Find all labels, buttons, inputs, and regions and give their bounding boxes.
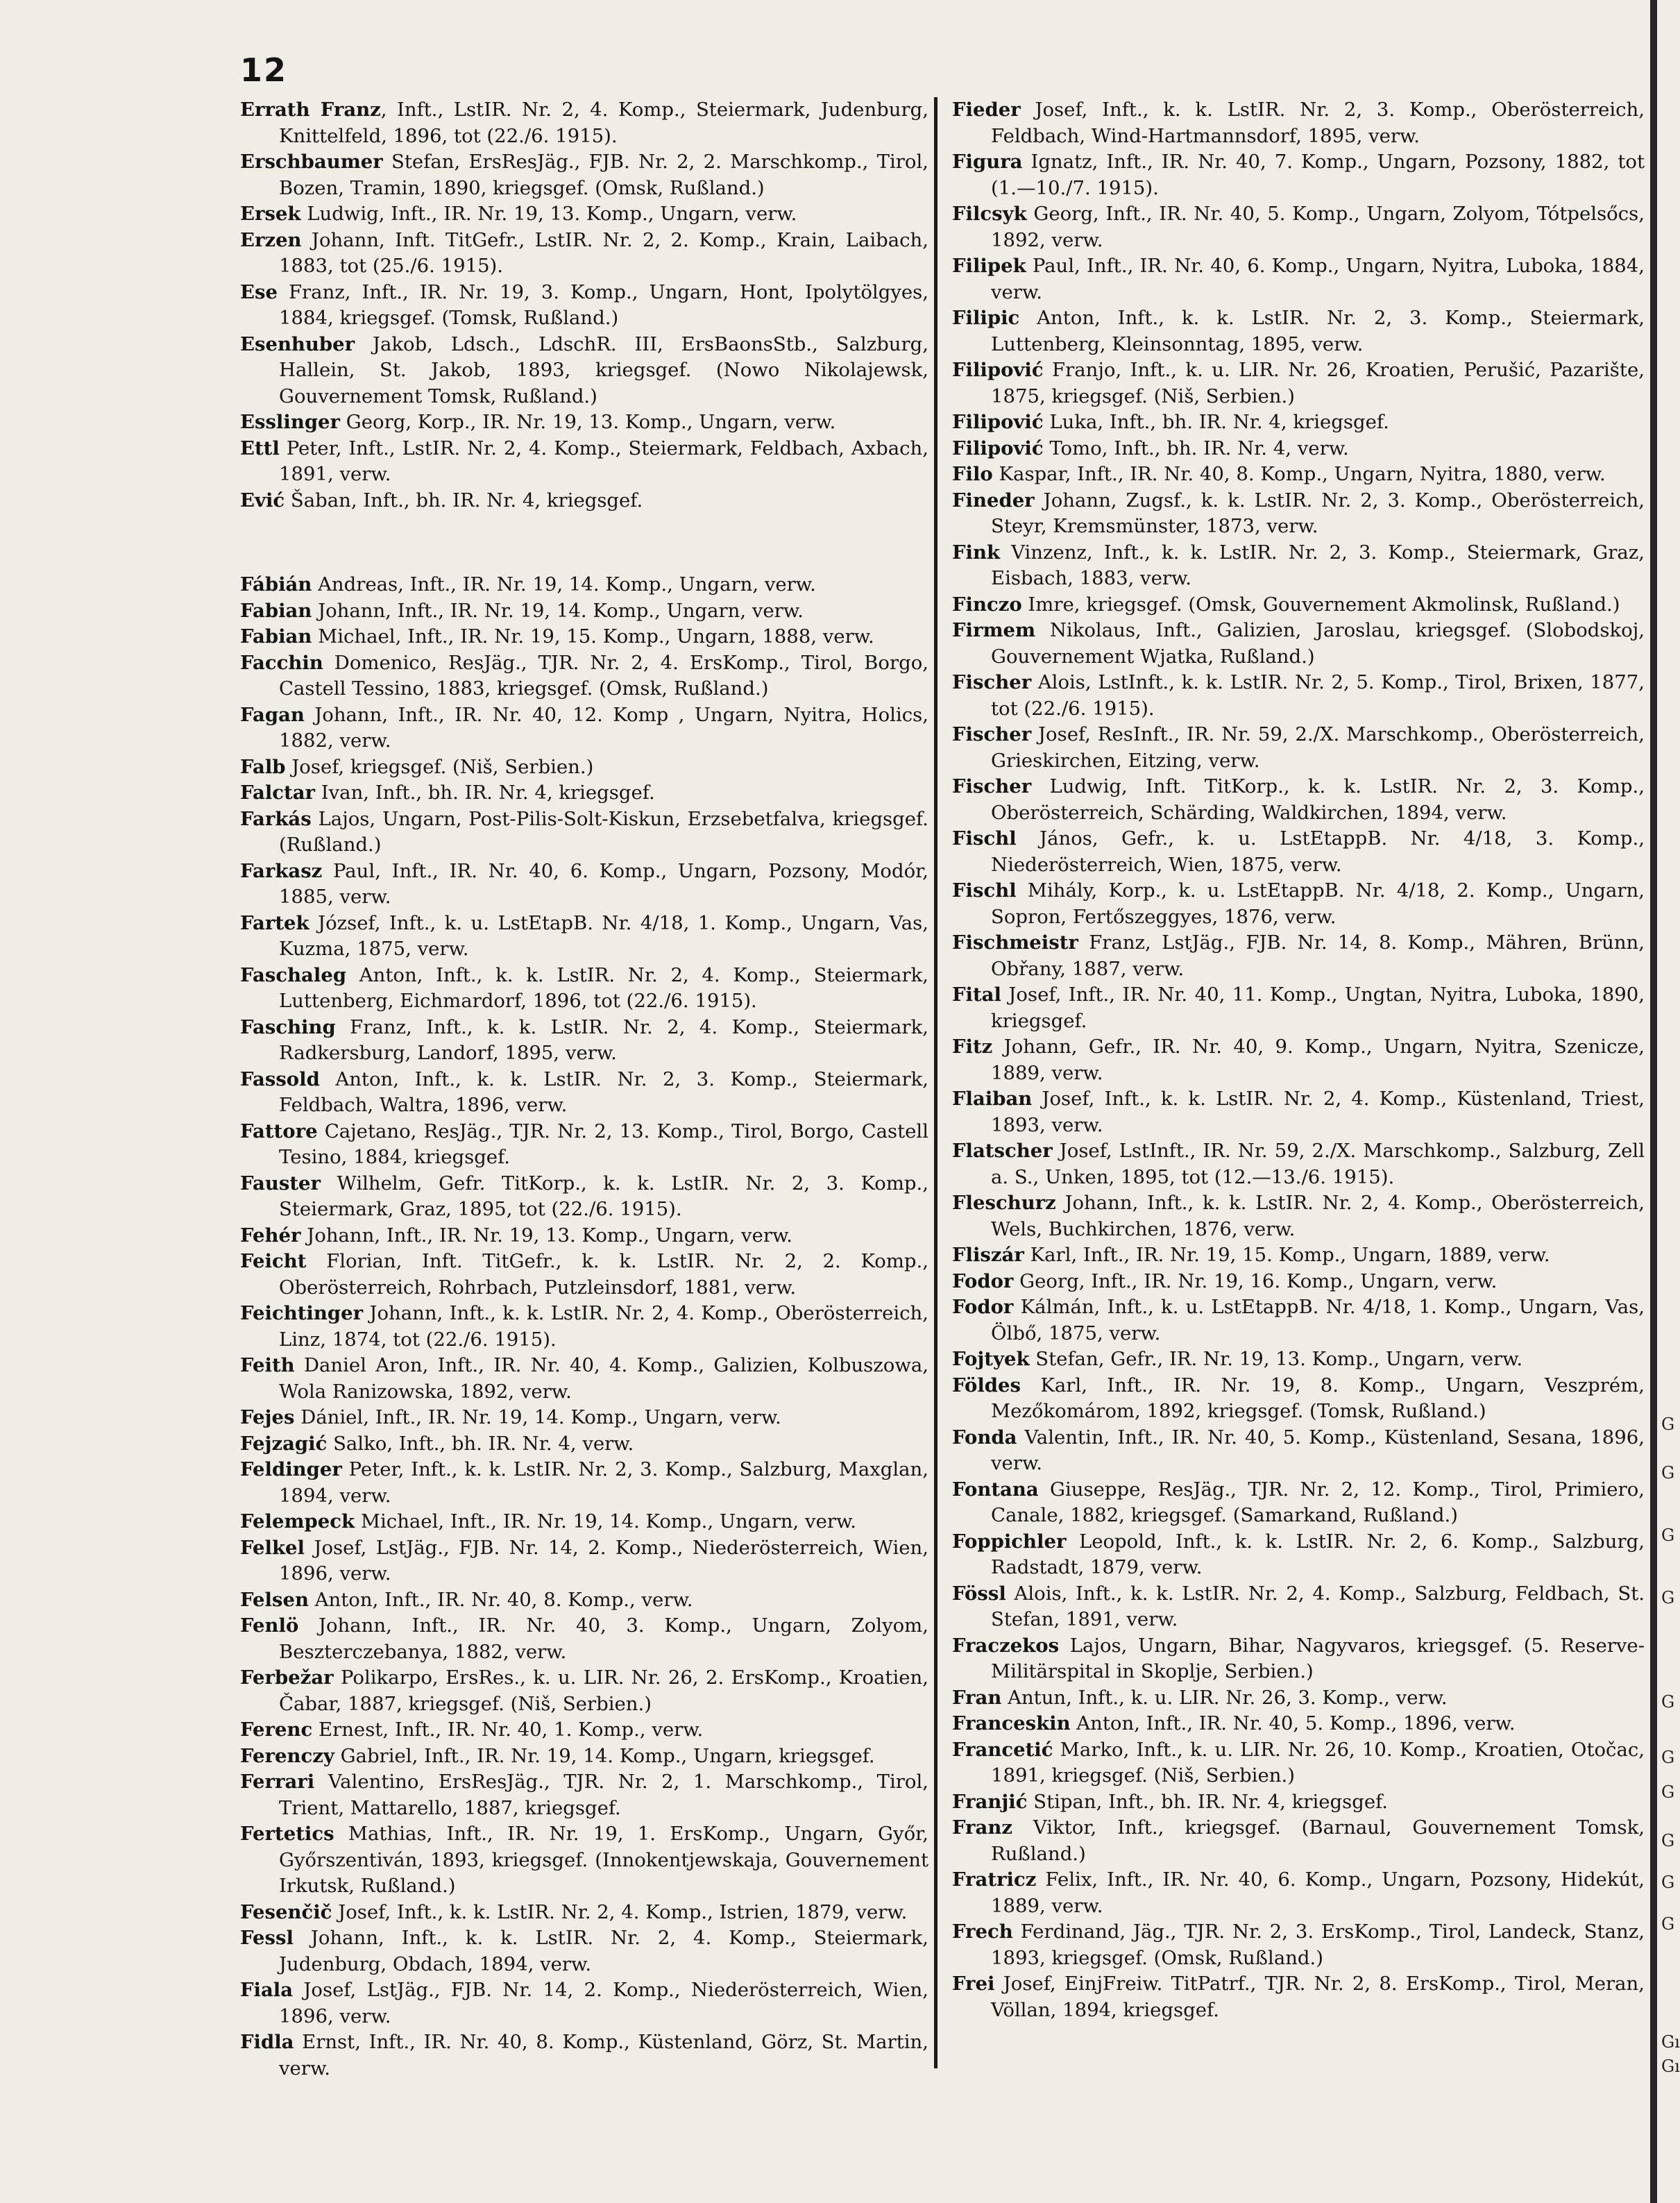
entry-details: Valentin, Inft., IR. Nr. 40, 5. Komp., Küstenland, Sesana, 1896, verw.: [991, 1426, 1645, 1474]
entry-details: Viktor, Inft., kriegsgef. (Barnaul, Gouvernement Tomsk, Rußland.): [991, 1816, 1645, 1865]
entry-surname: Fodor: [952, 1269, 1014, 1292]
register-entry: [952, 1789, 1645, 1816]
entry-details: Johann, Inft., IR. Nr. 19, 13. Komp., Ungarn, verw.: [300, 1224, 793, 1247]
register-entry: [952, 149, 1645, 201]
entry-surname: Fischer: [952, 723, 1032, 745]
register-entry: [240, 1900, 928, 1926]
register-entry: [240, 702, 928, 754]
entry-details: Tomo, Inft., bh. IR. Nr. 4, verw.: [1043, 437, 1349, 459]
entry-details: Valentino, ErsResJäg., TJR. Nr. 2, 1. Marschkomp., Tirol, Trient, Mattarello, 1887, kriegsgef.: [279, 1771, 928, 1819]
register-entry: [240, 1613, 928, 1665]
entry-details: Johann, Inft. TitGefr., LstIR. Nr. 2, 2. Komp., Krain, Laibach, 1883, tot (25./6. 1915).: [279, 228, 928, 277]
entry-details: Mathias, Inft., IR. Nr. 19, 1. ErsKomp., Ungarn, Győr, Győrszentiván, 1893, kriegsgef. (Innokentjewskaja, Gouvernement Irkutsk, Rußland.): [279, 1823, 928, 1897]
entry-surname: Falb: [240, 755, 286, 778]
register-entry: [952, 826, 1645, 878]
entry-surname: Feichtinger: [240, 1302, 364, 1324]
entry-details: Johann, Inft., k. k. LstIR. Nr. 2, 4. Komp., Oberösterreich, Wels, Buchkirchen, 1876, verw.: [991, 1192, 1645, 1240]
register-entry: [240, 1223, 928, 1249]
entry-details: Josef, LstInft., IR. Nr. 59, 2./X. Marschkomp., Salzburg, Zell a. S., Unken, 1895, tot (12.—13./6. 1915).: [991, 1140, 1645, 1188]
entry-surname: Flaiban: [952, 1088, 1033, 1110]
edge-letter: Gı: [1661, 2032, 1680, 2052]
entry-surname: Fasching: [240, 1015, 336, 1038]
entry-surname: Franjić: [952, 1790, 1028, 1813]
entry-surname: Ferbežar: [240, 1666, 334, 1689]
entry-details: Josef, LstJäg., FJB. Nr. 14, 2. Komp., Niederösterreich, Wien, 1896, verw.: [279, 1536, 928, 1585]
entry-surname: Filipović: [952, 411, 1044, 433]
entry-surname: Fojtyek: [952, 1348, 1030, 1370]
entry-surname: Fassold: [240, 1067, 320, 1090]
entry-surname: Fineder: [952, 489, 1035, 512]
entry-surname: Fabian: [240, 625, 312, 648]
entry-surname: Frech: [952, 1921, 1013, 1943]
entry-surname: Fital: [952, 984, 1001, 1006]
register-entry: [952, 1477, 1645, 1529]
entry-surname: Esenhuber: [240, 332, 355, 355]
entry-details: Josef, Inft., IR. Nr. 40, 11. Komp., Ungtan, Nyitra, Luboka, 1890, kriegsgef.: [991, 984, 1645, 1032]
register-entry: [240, 1769, 928, 1821]
entry-surname: Ferrari: [240, 1771, 315, 1793]
entry-details: Johann, Inft., k. k. LstIR. Nr. 2, 4. Komp., Oberösterreich, Linz, 1874, tot (22./6. 1915).: [279, 1302, 928, 1351]
register-entry: [240, 754, 928, 781]
entry-surname: Fliszár: [952, 1244, 1024, 1266]
entry-details: Franz, LstJäg., FJB. Nr. 14, 8. Komp., Mähren, Brünn, Obřany, 1887, verw.: [991, 931, 1645, 980]
entry-surname: Fartek: [240, 911, 309, 934]
letter-section-gap: [240, 514, 928, 572]
entry-surname: Finczo: [952, 593, 1022, 616]
entry-details: Polikarpo, ErsRes., k. u. LIR. Nr. 26, 2. ErsKomp., Kroatien, Čabar, 1887, kriegsgef. (Niš, Serbien.): [279, 1666, 928, 1715]
register-entry: [952, 436, 1645, 462]
entry-surname: Fischer: [952, 671, 1032, 693]
entry-details: Karl, Inft., IR. Nr. 19, 15. Komp., Ungarn, 1889, verw.: [1024, 1244, 1550, 1266]
entry-details: Anton, Inft., k. k. LstIR. Nr. 2, 3. Komp., Steiermark, Luttenberg, Kleinsonntag, 1895, verw.: [991, 307, 1645, 355]
register-entry: [952, 878, 1645, 930]
right-column: [952, 97, 1645, 2023]
entry-details: Luka, Inft., bh. IR. Nr. 4, kriegsgef.: [1043, 411, 1389, 433]
entry-surname: Faschaleg: [240, 963, 347, 986]
entry-surname: Fesenčič: [240, 1900, 332, 1923]
register-entry: [240, 1509, 928, 1535]
register-entry: [240, 1431, 928, 1458]
entry-surname: Feldinger: [240, 1458, 342, 1480]
entry-surname: Erschbaumer: [240, 151, 383, 173]
entry-surname: Fidla: [240, 2031, 294, 2053]
entry-surname: Földes: [952, 1374, 1021, 1396]
register-entry: [240, 1067, 928, 1119]
entry-details: Salko, Inft., bh. IR. Nr. 4, verw.: [327, 1432, 634, 1455]
register-entry: [240, 859, 928, 911]
entry-details: Karl, Inft., IR. Nr. 19, 8. Komp., Ungarn, Veszprém, Mezőkomárom, 1892, kriegsgef. (Tomsk, Rußland.): [991, 1374, 1645, 1422]
entry-surname: Fischmeistr: [952, 931, 1078, 954]
entry-details: Georg, Korp., IR. Nr. 19, 13. Komp., Ungarn, verw.: [340, 411, 836, 433]
edge-letter: G: [1661, 1831, 1675, 1850]
entry-details: Josef, LstJäg., FJB. Nr. 14, 2. Komp., Niederösterreich, Wien, 1896, verw.: [279, 1979, 928, 2027]
register-entry: [240, 572, 928, 598]
entry-surname: Felsen: [240, 1588, 309, 1611]
register-entry: [240, 624, 928, 650]
register-entry: [952, 488, 1645, 540]
entry-surname: Filipek: [952, 255, 1026, 277]
entry-surname: Fink: [952, 541, 1001, 564]
entry-details: Georg, Inft., IR. Nr. 19, 16. Komp., Ungarn, verw.: [1013, 1269, 1497, 1292]
entry-details: Franz, Inft., k. k. LstIR. Nr. 2, 4. Komp., Steiermark, Radkersburg, Landorf, 1895, verw.: [279, 1015, 928, 1064]
entry-surname: Fraczekos: [952, 1634, 1060, 1657]
entry-details: Ivan, Inft., bh. IR. Nr. 4, kriegsgef.: [315, 782, 655, 804]
register-entry: [952, 1034, 1645, 1086]
entry-surname: Fejzagić: [240, 1432, 328, 1455]
entry-surname: Feith: [240, 1354, 295, 1376]
left-column: [240, 97, 928, 2082]
entry-surname: Fitz: [952, 1036, 993, 1058]
entry-details: Anton, Inft., k. k. LstIR. Nr. 2, 3. Komp., Steiermark, Feldbach, Waltra, 1896, verw.: [279, 1067, 928, 1116]
register-entry: [240, 650, 928, 702]
entry-details: Ludwig, Inft., IR. Nr. 19, 13. Komp., Ungarn, verw.: [300, 203, 797, 225]
entry-details: Johann, Inft., IR. Nr. 40, 3. Komp., Ungarn, Zolyom, Beszterczebanya, 1882, verw.: [279, 1614, 928, 1663]
edge-letter: G: [1661, 1526, 1675, 1545]
entry-details: Johann, Inft., k. k. LstIR. Nr. 2, 4. Komp., Steiermark, Judenburg, Obdach, 1894, verw.: [279, 1927, 928, 1975]
register-entry: [240, 1171, 928, 1223]
entry-details: Kálmán, Inft., k. u. LstEtappB. Nr. 4/18, 1. Komp., Ungarn, Vas, Ölbő, 1875, verw.: [991, 1296, 1645, 1344]
register-entry: [240, 1744, 928, 1770]
register-entry: [952, 1919, 1645, 1971]
register-entry: [240, 1405, 928, 1431]
register-entry: [952, 1737, 1645, 1789]
entry-details: Anton, Inft., IR. Nr. 40, 8. Komp., verw.: [308, 1588, 693, 1611]
entry-surname: Francetić: [952, 1738, 1053, 1761]
register-entry: [952, 1529, 1645, 1581]
entry-details: Josef, Inft., k. k. LstIR. Nr. 2, 4. Komp., Küstenland, Triest, 1893, verw.: [991, 1088, 1645, 1136]
entry-surname: Fagan: [240, 703, 305, 726]
entry-details: Giuseppe, ResJäg., TJR. Nr. 2, 12. Komp., Tirol, Primiero, Canale, 1882, kriegsgef. (Samarkand, Rußland.): [991, 1478, 1645, 1526]
register-entry: [240, 807, 928, 859]
entry-details: Peter, Inft., LstIR. Nr. 2, 4. Komp., Steiermark, Feldbach, Axbach, 1891, verw.: [279, 437, 928, 485]
entry-surname: Ević: [240, 489, 285, 512]
page-edge: [1650, 0, 1657, 2203]
register-entry: [952, 410, 1645, 436]
register-entry: [240, 2029, 928, 2082]
entry-surname: Fischl: [952, 879, 1017, 902]
entry-surname: Fauster: [240, 1172, 321, 1195]
entry-details: József, Inft., k. u. LstEtapB. Nr. 4/18, 1. Komp., Ungarn, Vas, Kuzma, 1875, verw.: [279, 911, 928, 960]
entry-details: Michael, Inft., IR. Nr. 19, 15. Komp., Ungarn, 1888, verw.: [312, 625, 874, 648]
entry-details: Kaspar, Inft., IR. Nr. 40, 8. Komp., Ungarn, Nyitra, 1880, verw.: [992, 463, 1606, 485]
register-entry: [240, 280, 928, 332]
entry-surname: Falctar: [240, 782, 316, 804]
register-entry: [952, 1867, 1645, 1919]
entry-details: Lajos, Ungarn, Bihar, Nagyvaros, kriegsgef. (5. Reserve-Militärspital in Skoplje, Serbien.): [991, 1634, 1645, 1682]
entry-surname: Frei: [952, 1973, 995, 1995]
register-entry: [240, 332, 928, 410]
register-entry: [952, 97, 1645, 149]
entry-details: Gabriel, Inft., IR. Nr. 19, 14. Komp., Ungarn, kriegsgef.: [334, 1744, 875, 1767]
register-entry: [952, 1685, 1645, 1712]
entry-surname: Fiala: [240, 1979, 294, 2001]
register-entry: [240, 488, 928, 514]
entry-details: Josef, kriegsgef. (Niš, Serbien.): [285, 755, 594, 778]
column-divider: [934, 97, 937, 2068]
register-entry: [952, 1971, 1645, 2023]
register-entry: [240, 780, 928, 807]
register-entry: [240, 1821, 928, 1900]
entry-surname: Fessl: [240, 1927, 294, 1949]
entry-surname: Fischer: [952, 775, 1032, 797]
register-entry: [240, 228, 928, 280]
register-entry: [240, 1015, 928, 1067]
edge-letter: Gı: [1661, 2057, 1680, 2076]
entry-details: János, Gefr., k. u. LstEtappB. Nr. 4/18, 3. Komp., Niederösterreich, Wien, 1875, verw.: [991, 827, 1645, 876]
entry-details: Josef, ResInft., IR. Nr. 59, 2./X. Marschkomp., Oberösterreich, Grieskirchen, Eitzing, verw.: [991, 723, 1645, 772]
register-entry: [240, 1925, 928, 1977]
register-entry: [952, 982, 1645, 1034]
entry-details: Johann, Gefr., IR. Nr. 40, 9. Komp., Ungarn, Nyitra, Szenicze, 1889, verw.: [991, 1036, 1645, 1084]
entry-details: Stipan, Inft., bh. IR. Nr. 4, kriegsgef.: [1027, 1790, 1389, 1813]
entry-details: Nikolaus, Inft., Galizien, Jaroslau, kriegsgef. (Slobodskoj, Gouvernement Wjatka, Rußland.): [991, 619, 1645, 668]
register-entry: [240, 1249, 928, 1301]
entry-details: Johann, Zugsf., k. k. LstIR. Nr. 2, 3. Komp., Oberösterreich, Steyr, Kremsmünster, 1873, verw.: [991, 489, 1645, 537]
entry-surname: Filipic: [952, 307, 1020, 329]
entry-details: Florian, Inft. TitGefr., k. k. LstIR. Nr. 2, 2. Komp., Oberösterreich, Rohrbach, Putzleinsdorf, 1881, verw.: [279, 1250, 928, 1299]
register-entry: [952, 1242, 1645, 1269]
entry-details: Paul, Inft., IR. Nr. 40, 6. Komp., Ungarn, Pozsony, Modór, 1885, verw.: [279, 859, 928, 908]
entry-surname: Filcsyk: [952, 203, 1027, 225]
entry-details: Šaban, Inft., bh. IR. Nr. 4, kriegsgef.: [285, 489, 643, 512]
entry-surname: Esslinger: [240, 411, 341, 433]
entry-details: Dániel, Inft., IR. Nr. 19, 14. Komp., Ungarn, verw.: [294, 1406, 781, 1428]
entry-details: Alois, LstInft., k. k. LstIR. Nr. 2, 5. Komp., Tirol, Brixen, 1877, tot (22./6. 1915).: [991, 671, 1645, 720]
register-entry: [240, 201, 928, 228]
register-entry: [952, 1633, 1645, 1685]
edge-letter: G: [1661, 1748, 1675, 1767]
entry-details: Stefan, Gefr., IR. Nr. 19, 13. Komp., Ungarn, verw.: [1029, 1348, 1523, 1370]
page-number: 12: [240, 51, 288, 89]
register-entry: [240, 410, 928, 436]
register-entry: [240, 1977, 928, 2029]
entry-surname: Fertetics: [240, 1823, 334, 1845]
register-entry: [240, 1457, 928, 1509]
entry-surname: Fejes: [240, 1406, 295, 1428]
entry-surname: Fonda: [952, 1426, 1017, 1449]
entry-details: Peter, Inft., k. k. LstIR. Nr. 2, 3. Komp., Salzburg, Maxglan, 1894, verw.: [279, 1458, 928, 1507]
entry-details: Wilhelm, Gefr. TitKorp., k. k. LstIR. Nr. 2, 3. Komp., Steiermark, Graz, 1895, tot (22./6. 1915).: [279, 1172, 928, 1220]
entry-surname: Fleschurz: [952, 1192, 1056, 1214]
edge-letter: G: [1661, 1463, 1675, 1483]
entry-details: Imre, kriegsgef. (Omsk, Gouvernement Akmolinsk, Rußland.): [1021, 593, 1620, 616]
entry-details: Josef, EinjFreiw. TitPatrf., TJR. Nr. 2, 8. ErsKomp., Tirol, Meran, Völlan, 1894, kriegsgef.: [991, 1973, 1645, 2021]
entry-surname: Errath Franz: [240, 99, 381, 121]
edge-letter: G: [1661, 1415, 1675, 1434]
entry-details: Johann, Inft., IR. Nr. 19, 14. Komp., Ungarn, verw.: [312, 599, 804, 622]
entry-surname: Fran: [952, 1686, 1002, 1709]
register-entry: [952, 201, 1645, 253]
register-entry: [952, 253, 1645, 305]
register-entry: [952, 1581, 1645, 1633]
register-entry: [240, 1587, 928, 1614]
register-entry: [240, 1717, 928, 1744]
register-entry: [952, 357, 1645, 410]
entry-details: , Inft., LstIR. Nr. 2, 4. Komp., Steiermark, Judenburg, Knittelfeld, 1896, tot (22./6. 1915).: [279, 99, 928, 147]
entry-surname: Franceskin: [952, 1712, 1071, 1734]
register-entry: [952, 1347, 1645, 1373]
entry-surname: Foppichler: [952, 1530, 1067, 1553]
entry-surname: Fabian: [240, 599, 312, 622]
entry-details: Paul, Inft., IR. Nr. 40, 6. Komp., Ungarn, Nyitra, Luboka, 1884, verw.: [991, 255, 1645, 303]
entry-surname: Farkasz: [240, 859, 323, 882]
entry-surname: Fratricz: [952, 1868, 1037, 1891]
entry-details: Daniel Aron, Inft., IR. Nr. 40, 4. Komp., Galizien, Kolbuszowa, Wola Ranizowska, 1892, verw.: [279, 1354, 928, 1403]
entry-details: Jakob, Ldsch., LdschR. III, ErsBaonsStb., Salzburg, Hallein, St. Jakob, 1893, kriegsgef. (Nowo Nikolajewsk, Gouvernement Tomsk, Rußland.): [279, 332, 928, 407]
register-entry: [952, 774, 1645, 826]
register-entry: [952, 1138, 1645, 1190]
entry-surname: Firmem: [952, 619, 1036, 641]
entry-details: Cajetano, ResJäg., TJR. Nr. 2, 13. Komp., Tirol, Borgo, Castell Tesino, 1884, kriegsgef.: [279, 1120, 928, 1168]
register-entry: [952, 305, 1645, 357]
entry-surname: Fehér: [240, 1224, 301, 1247]
entry-details: Mihály, Korp., k. u. LstEtappB. Nr. 4/18, 2. Komp., Ungarn, Sopron, Fertőszeggyes, 1876, verw.: [991, 879, 1645, 928]
entry-details: Domenico, ResJäg., TJR. Nr. 2, 4. ErsKomp., Tirol, Borgo, Castell Tessino, 1883, kriegsgef. (Omsk, Rußland.): [279, 651, 928, 700]
entry-details: Ferdinand, Jäg., TJR. Nr. 2, 3. ErsKomp., Tirol, Landeck, Stanz, 1893, kriegsgef. (Omsk, Rußland.): [991, 1921, 1645, 1969]
entry-surname: Ettl: [240, 437, 280, 459]
edge-letter: G: [1661, 1692, 1675, 1712]
entry-surname: Fieder: [952, 99, 1021, 121]
entry-details: Ernst, Inft., IR. Nr. 40, 8. Komp., Küstenland, Görz, St. Martin, verw.: [279, 2031, 928, 2079]
entry-details: Anton, Inft., k. k. LstIR. Nr. 2, 4. Komp., Steiermark, Luttenberg, Eichmardorf, 1896, tot (22./6. 1915).: [279, 963, 928, 1012]
register-entry: [952, 1425, 1645, 1477]
register-entry: [952, 1269, 1645, 1295]
register-entry: [240, 1665, 928, 1717]
entry-details: Johann, Inft., IR. Nr. 40, 12. Komp , Ungarn, Nyitra, Holics, 1882, verw.: [279, 703, 928, 752]
entry-surname: Felempeck: [240, 1510, 355, 1533]
entry-surname: Ferenczy: [240, 1744, 334, 1767]
entry-surname: Facchin: [240, 651, 323, 674]
entry-surname: Fenlö: [240, 1614, 299, 1637]
register-entry: [952, 1086, 1645, 1138]
register-entry: [952, 540, 1645, 592]
register-entry: [952, 1711, 1645, 1737]
register-entry: [952, 722, 1645, 774]
entry-surname: Filipović: [952, 437, 1044, 459]
entry-details: Alois, Inft., k. k. LstIR. Nr. 2, 4. Komp., Salzburg, Feldbach, St. Stefan, 1891, verw.: [991, 1582, 1645, 1630]
register-entry: [240, 1535, 928, 1587]
entry-surname: Ese: [240, 280, 278, 303]
entry-details: Ernest, Inft., IR. Nr. 40, 1. Komp., verw.: [312, 1719, 704, 1741]
entry-details: Anton, Inft., IR. Nr. 40, 5. Komp., 1896, verw.: [1070, 1712, 1516, 1734]
register-entry: [240, 963, 928, 1015]
entry-details: Michael, Inft., IR. Nr. 19, 14. Komp., Ungarn, verw.: [355, 1510, 857, 1533]
entry-details: Antun, Inft., k. u. LIR. Nr. 26, 3. Komp., verw.: [1001, 1686, 1448, 1709]
register-entry: [240, 1301, 928, 1353]
entry-surname: Filipović: [952, 359, 1044, 381]
register-entry: [952, 462, 1645, 488]
entry-surname: Ferenc: [240, 1719, 313, 1741]
register-entry: [952, 592, 1645, 618]
register-entry: [952, 1294, 1645, 1347]
register-entry: [240, 1119, 928, 1171]
entry-details: Felix, Inft., IR. Nr. 40, 6. Komp., Ungarn, Pozsony, Hidekút, 1889, verw.: [991, 1868, 1645, 1917]
register-entry: [240, 1353, 928, 1405]
entry-details: Lajos, Ungarn, Post-Pilis-Solt-Kiskun, Erzsebetfalva, kriegsgef. (Rußland.): [279, 807, 928, 856]
entry-surname: Ersek: [240, 203, 301, 225]
register-entry: [952, 930, 1645, 982]
register-entry: [952, 1373, 1645, 1425]
entry-surname: Erzen: [240, 228, 302, 251]
entry-surname: Franz: [952, 1816, 1012, 1839]
register-entry: [240, 911, 928, 963]
register-entry: [240, 97, 928, 149]
entry-details: Andreas, Inft., IR. Nr. 19, 14. Komp., Ungarn, verw.: [312, 573, 816, 596]
entry-surname: Fischl: [952, 827, 1017, 850]
edge-letter: G: [1661, 1914, 1675, 1934]
entry-surname: Figura: [952, 151, 1023, 173]
edge-letter: G: [1661, 1782, 1675, 1802]
register-entry: [952, 670, 1645, 722]
register-entry: [240, 436, 928, 488]
entry-surname: Felkel: [240, 1536, 305, 1559]
entry-surname: Fontana: [952, 1478, 1039, 1501]
entry-surname: Fodor: [952, 1296, 1014, 1318]
edge-letter: G: [1661, 1873, 1675, 1892]
entry-details: Leopold, Inft., k. k. LstIR. Nr. 2, 6. Komp., Salzburg, Radstadt, 1879, verw.: [991, 1530, 1645, 1578]
entry-surname: Farkás: [240, 807, 312, 830]
entry-details: Vinzenz, Inft., k. k. LstIR. Nr. 2, 3. Komp., Steiermark, Graz, Eisbach, 1883, verw.: [991, 541, 1645, 589]
entry-details: Josef, Inft., k. k. LstIR. Nr. 2, 4. Komp., Istrien, 1879, verw.: [332, 1900, 908, 1923]
register-entry: [240, 598, 928, 625]
entry-details: Georg, Inft., IR. Nr. 40, 5. Komp., Ungarn, Zolyom, Tótpelsőcs, 1892, verw.: [991, 203, 1645, 251]
entry-surname: Feicht: [240, 1250, 307, 1272]
entry-details: Ignatz, Inft., IR. Nr. 40, 7. Komp., Ungarn, Pozsony, 1882, tot (1.—10./7. 1915).: [991, 151, 1645, 199]
entry-details: Ludwig, Inft. TitKorp., k. k. LstIR. Nr. 2, 3. Komp., Oberösterreich, Schärding, Waldkirchen, 1894, verw.: [991, 775, 1645, 824]
register-entry: [952, 1815, 1645, 1867]
entry-surname: Filo: [952, 463, 993, 485]
entry-surname: Fattore: [240, 1120, 318, 1142]
entry-details: Josef, Inft., k. k. LstIR. Nr. 2, 3. Komp., Oberösterreich, Feldbach, Wind-Hartmannsdorf, 1895, verw.: [991, 99, 1645, 147]
entry-surname: Fábián: [240, 573, 312, 596]
edge-letter: G: [1661, 1588, 1675, 1607]
entry-details: Stefan, ErsResJäg., FJB. Nr. 2, 2. Marschkomp., Tirol, Bozen, Tramin, 1890, kriegsgef. (Omsk, Rußland.): [279, 151, 928, 199]
entry-details: Franjo, Inft., k. u. LIR. Nr. 26, Kroatien, Perušić, Pazarište, 1875, kriegsgef. (Niš, Serbien.): [991, 359, 1645, 407]
entry-surname: Flatscher: [952, 1140, 1053, 1162]
register-entry: [952, 1190, 1645, 1242]
register-entry: [952, 618, 1645, 670]
register-entry: [240, 149, 928, 201]
entry-surname: Fössl: [952, 1582, 1006, 1605]
entry-details: Franz, Inft., IR. Nr. 19, 3. Komp., Ungarn, Hont, Ipolytölgyes, 1884, kriegsgef. (Tomsk, Rußland.): [277, 280, 928, 329]
entry-details: Marko, Inft., k. u. LIR. Nr. 26, 10. Komp., Kroatien, Otočac, 1891, kriegsgef. (Niš, Serbien.): [991, 1738, 1645, 1787]
